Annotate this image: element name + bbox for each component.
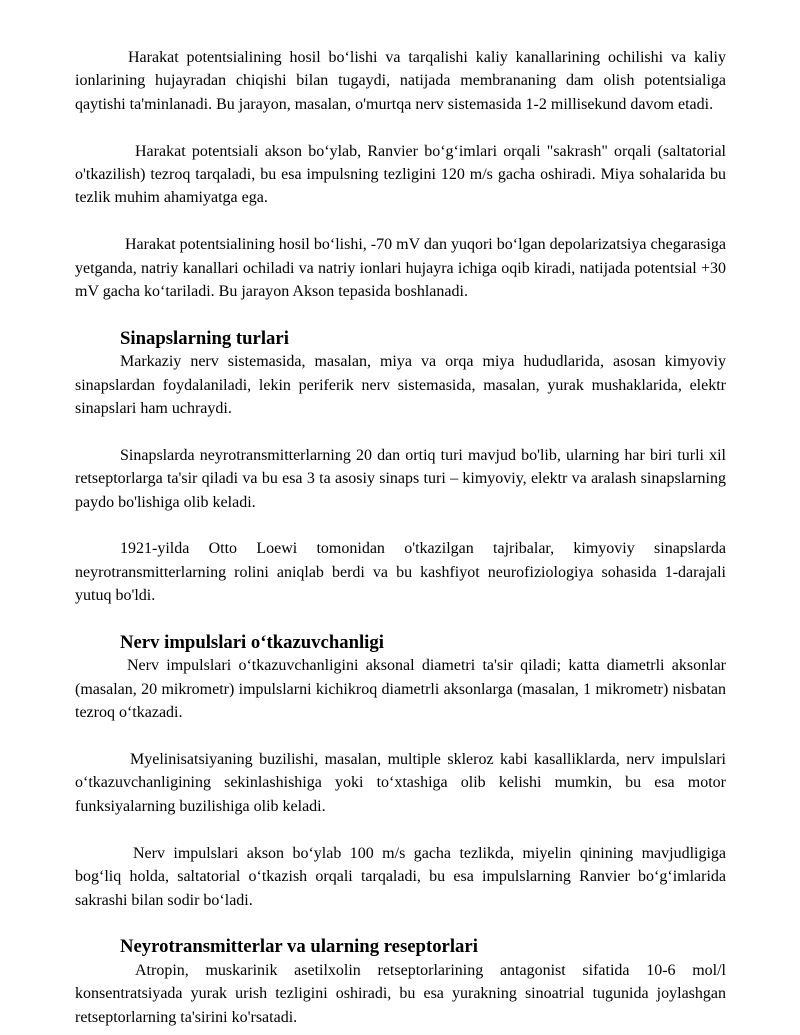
paragraph-spacer	[75, 912, 726, 935]
paragraph-spacer	[75, 514, 726, 537]
paragraph-neurotransmitter-types: Sinapslarda neyrotransmitterlarning 20 dan ortiq turi mavjud bo'lib, ularning har biri turli xil retseptorlarga ta'sir qiladi va bu esa 3 ta asosiy sinaps turi – kimyoviy, elektr va aralash sinapslarning paydo bo'lishiga olib keladi.	[75, 446, 726, 511]
paragraph-otto-loewi: 1921-yilda Otto Loewi tomonidan o'tkazilgan tajribalar, kimyoviy sinapslarda neyrotransmitterlarning rolini aniqlab berdi va bu kashfiyot neurofiziologiya sohasida 1-darajali yutuq bo'ldi.	[75, 540, 726, 605]
paragraph-action-potential-start: Harakat potentsialining hosil bo‘lishi, -70 mV dan yuqori bo‘lgan depolarizatsiya chegarasiga yetganda, natriy kanallari ochiladi va natriy ionlari hujayra ichiga oqib kiradi, natijada potentsial +30 mV gacha ko‘tariladi. Bu jarayon Akson tepasida boshlanadi.	[75, 236, 726, 301]
paragraph-spacer	[75, 608, 726, 631]
section-heading-neurotransmitters: Neyrotransmitterlar va ularning reseptorlari	[120, 936, 478, 958]
document-page	[75, 46, 726, 1029]
paragraph-action-potential-end: Harakat potentsialining hosil bo‘lishi va tarqalishi kaliy kanallarining ochilishi va kaliy ionlarining hujayradan chiqishi bilan tugaydi, natijada membrananing dam olish potentsialiga qaytishi ta'minlanadi. Bu jarayon, masalan, o'murtqa nerv sistemasida 1-2 millisekund davom etadi.	[75, 49, 726, 113]
paragraph-spacer	[75, 420, 726, 443]
paragraph-spacer	[75, 303, 726, 326]
section-heading-synapse-types: Sinapslarning turlari	[120, 327, 289, 349]
paragraph-synapse-locations: Markaziy nerv sistemasida, masalan, miya va orqa miya hududlarida, asosan kimyoviy sinapslardan foydalaniladi, lekin periferik nerv sistemasida, masalan, yurak mushaklarida, elektr sinapslari ham uchraydi.	[75, 353, 726, 418]
paragraph-spacer	[75, 725, 726, 748]
paragraph-atropine: Atropin, muskarinik asetilxolin retseptorlarining antagonist sifatida 10-6 mol/l konsentratsiyada yurak urish tezligini oshiradi, bu esa yurakning sinoatrial tugunida joylashgan retseptorlarning ta'sirini ko'rsatadi.	[75, 961, 726, 1026]
paragraph-saltatory-conduction: Harakat potentsiali akson bo‘ylab, Ranvier bo‘g‘imlari orqali "sakrash" orqali (saltatorial o'tkazilish) tezroq tarqaladi, bu esa impulsning tezligini 120 m/s gacha oshiradi. Miya sohalarida bu tezlik muhim ahamiyatga ega.	[75, 142, 726, 207]
paragraph-spacer	[75, 116, 726, 139]
paragraph-spacer	[75, 818, 726, 841]
paragraph-conduction-speed: Nerv impulslari akson bo‘ylab 100 m/s gacha tezlikda, miyelin qinining mavjudligiga bog‘liq holda, saltatorial o‘tkazish orqali tarqaladi, bu esa impulslarning Ranvier bo‘g‘imlarida sakrashi bilan sodir bo‘ladi.	[75, 844, 726, 909]
section-heading-impulse-conduction: Nerv impulslari o‘tkazuvchanligi	[120, 632, 384, 654]
paragraph-spacer	[75, 210, 726, 233]
paragraph-axon-diameter: Nerv impulslari o‘tkazuvchanligini aksonal diametri ta'sir qiladi; katta diametrli aksonlar (masalan, 20 mikrometr) impulslarni kichikroq diametrli aksonlarga (masalan, 1 mikrometr) nisbatan tezroq o‘tkazadi.	[75, 657, 726, 722]
paragraph-myelination: Myelinisatsiyaning buzilishi, masalan, multiple skleroz kabi kasalliklarda, nerv impulslari o‘tkazuvchanligining sekinlashishiga yoki to‘xtashiga olib kelishi mumkin, bu esa motor funksiyalarning buzilishiga olib keladi.	[75, 751, 726, 815]
